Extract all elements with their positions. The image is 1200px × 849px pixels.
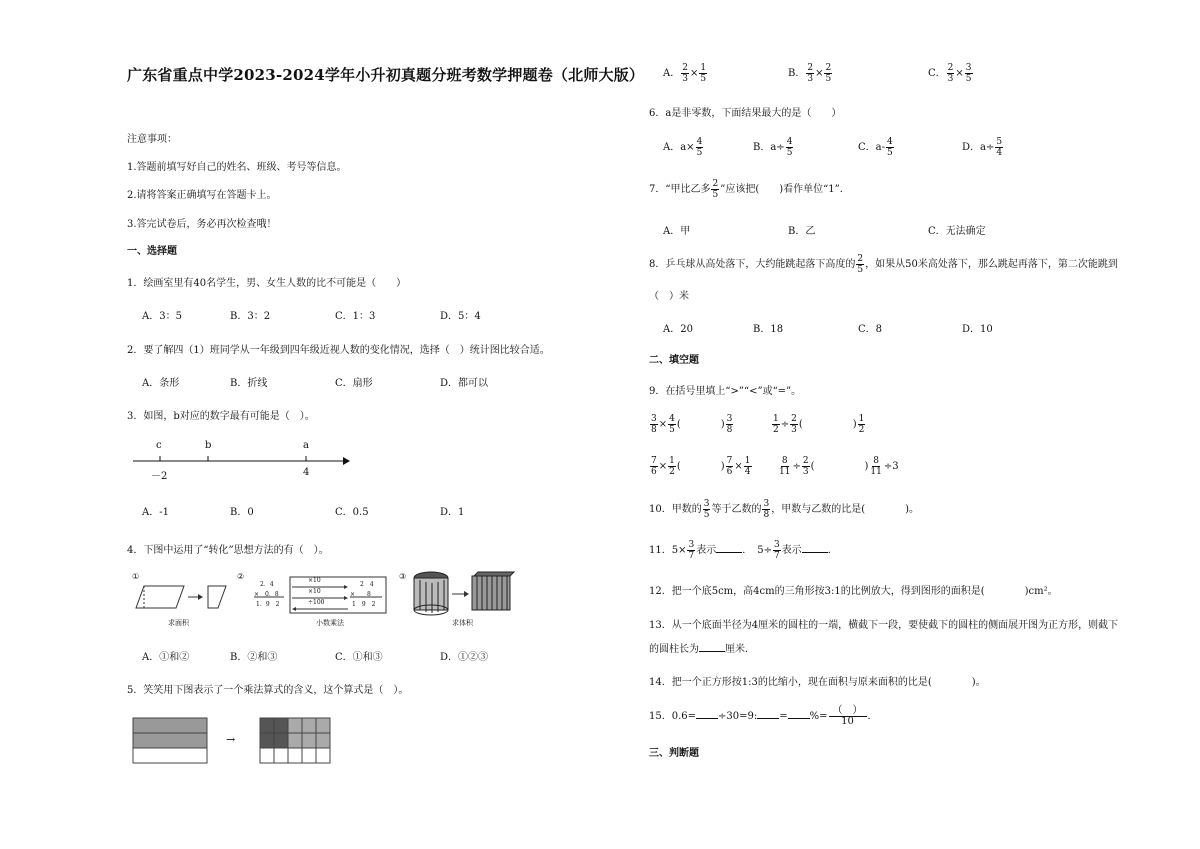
parallelogram-figure [132,582,232,612]
question-8: 8．乒乓球从高处落下，大约能跳起落下高度的 $\frac{2}{5}$ ，如果从50米高处落下，那么跳起再落下，第二次能跳到 [649,254,1118,275]
question-8-line2: （ ）米 [649,291,689,302]
question-2: 2．要了解四（1）班同学从一年级到四年级近视人数的变化情况，选择（ ）统计图比较合适。 [127,345,550,356]
option-c[interactable]: C． $\frac{2}{3}$ × $\frac{3}{5}$ [928,63,972,84]
page-title: 广东省重点中学2023-2024学年小升初真题分班考数学押题卷（北师大版） [127,66,645,84]
question-9: 9．在括号里填上“>”“<”或“=”。 [649,386,802,397]
calc-line: × 0．8 [254,591,279,598]
question-10: 10．甲数的 $\frac{3}{5}$ 等于乙数的 $\frac{3}{8}$ ，甲数与乙数的比是( )。 [649,499,920,520]
option-c[interactable]: C．0.5 [335,507,369,518]
question-13-line2: 的圆柱长为 厘米． [649,640,755,655]
option-a[interactable]: A．a× $\frac{4}{5}$ [663,137,703,158]
option-b[interactable]: B．②和③ [230,652,278,663]
calc-line: 2．4 [260,581,274,588]
compare-expression[interactable]: $\frac{1}{2}$ ÷ $\frac{2}{3}$ ( ) $\frac{1}{2}$ [773,414,865,435]
option-a[interactable]: A．条形 [142,378,180,389]
option-b[interactable]: B．a÷ $\frac{4}{5}$ [753,137,793,158]
axis-label-a: a [303,440,309,451]
option-b[interactable]: B．3：2 [230,311,271,322]
fraction-area-figure [132,716,362,766]
question-5: 5．笑笑用下图表示了一个乘法算式的含义，这个算式是（ ）。 [127,685,409,696]
axis-tick-label: －2 [151,471,168,482]
option-c[interactable]: C．8 [858,324,883,335]
option-d[interactable]: D．a÷ $\frac{5}{4}$ [962,137,1003,158]
transform-label: ÷100 [308,599,325,606]
figure-number: ② [237,572,245,581]
figure-number: ① [132,572,140,581]
cylinder-volume-figure [410,570,516,616]
question-3: 3．如图，b对应的数字最有可能是（ ）。 [127,411,315,422]
option-c[interactable]: C．a- $\frac{4}{5}$ [858,137,893,158]
option-a[interactable]: A．①和② [142,652,190,663]
option-b[interactable]: B．0 [230,507,254,518]
note-item: 3.答完试卷后，务必再次检查哦！ [127,219,277,230]
option-d[interactable]: D．10 [962,324,993,335]
transform-label: ×10 [308,577,321,584]
answer-blank[interactable] [716,542,742,553]
option-d[interactable]: D．①②③ [440,652,489,663]
answer-blank[interactable] [699,641,725,652]
axis-tick-label: 4 [303,467,310,478]
compare-expression[interactable]: $\frac{3}{8}$ × $\frac{4}{5}$ ( ) $\frac{3}{8}$ [651,414,733,435]
option-a[interactable]: A．-1 [142,507,169,518]
notes-header: 注意事项： [127,134,177,145]
option-c[interactable]: C．1：3 [335,311,376,322]
question-6: 6．a是非零数，下面结果最大的是（ ） [649,108,842,119]
option-a[interactable]: A．甲 [663,226,691,237]
answer-blank[interactable] [788,708,810,719]
calc-line: × 8 [350,591,371,598]
option-b[interactable]: B．18 [753,324,784,335]
option-c[interactable]: C．扇形 [335,378,373,389]
question-1: 1．绘画室里有40名学生，男、女生人数的比不可能是（ ） [127,278,407,289]
option-c[interactable]: C．无法确定 [928,226,986,237]
option-a[interactable]: A．3：5 [142,311,182,322]
note-item: 1.答题前填写好自己的姓名、班级、考号等信息。 [127,162,347,173]
calc-line: 1．9 2 [256,601,280,608]
figure-caption: 小数乘法 [316,619,344,627]
question-14: 14．把一个正方形按1:3的比缩小，现在面积与原来面积的比是( )。 [649,677,986,688]
section-heading: 一、选择题 [127,246,177,257]
option-a[interactable]: A．20 [663,324,693,335]
answer-blank[interactable] [802,542,828,553]
figure-caption: 求面积 [168,619,189,627]
axis-label-b: b [205,440,212,451]
question-13: 13．从一个底面半径为4厘米的圆柱的一端，横截下一段，要使截下的圆柱的侧面展开图为正方形，则截下 [649,620,1119,631]
option-a[interactable]: A． $\frac{2}{3}$ × $\frac{1}{5}$ [663,63,707,84]
section-heading: 三、判断题 [649,748,699,759]
option-d[interactable]: D．1 [440,507,465,518]
option-d[interactable]: D．5：4 [440,311,481,322]
compare-expression[interactable]: $\frac{7}{6}$ × $\frac{1}{2}$ ( ) $\frac{7}{6}$ × $\frac{1}{4}$ [651,456,751,477]
option-b[interactable]: B．折线 [230,378,268,389]
answer-blank[interactable] [757,708,779,719]
option-c[interactable]: C．①和③ [335,652,383,663]
question-15: 15．0.6= ÷30=9: = %= $\frac{( )}{10}$ ． [649,705,878,727]
option-d[interactable]: D．都可以 [440,378,489,389]
compare-expression[interactable]: $\frac{8}{11}$ ÷ $\frac{2}{3}$ ( ) $\frac{8}{11}$ ÷3 [779,456,899,477]
figure-number: ③ [399,572,407,581]
question-12: 12．把一个底5cm，高4cm的三角形按3:1的比例放大，得到图形的面积是( )cm²。 [649,586,1058,597]
question-7: 7．“甲比乙多 $\frac{2}{5}$ ”应该把( )看作单位“1”． [649,179,850,200]
option-b[interactable]: B．乙 [788,226,816,237]
calc-line: 2 4 [360,581,374,588]
answer-blank[interactable] [696,708,718,719]
axis-label-c: c [156,440,162,451]
figure-caption: 求体积 [452,619,473,627]
section-heading: 二、填空题 [649,355,699,366]
calc-line: 1 9 2 [352,601,376,608]
note-item: 2.请将答案正确填写在答题卡上。 [127,190,277,201]
question-11: 11．5× $\frac{3}{7}$ 表示 ． 5÷ $\frac{3}{7}$ 表示 ． [649,540,838,561]
option-b[interactable]: B． $\frac{2}{3}$ × $\frac{2}{5}$ [788,63,832,84]
arrow-icon: → [226,733,236,746]
question-4: 4．下图中运用了“转化”思想方法的有（ ）。 [127,545,329,556]
transform-label: ×10 [308,588,321,595]
